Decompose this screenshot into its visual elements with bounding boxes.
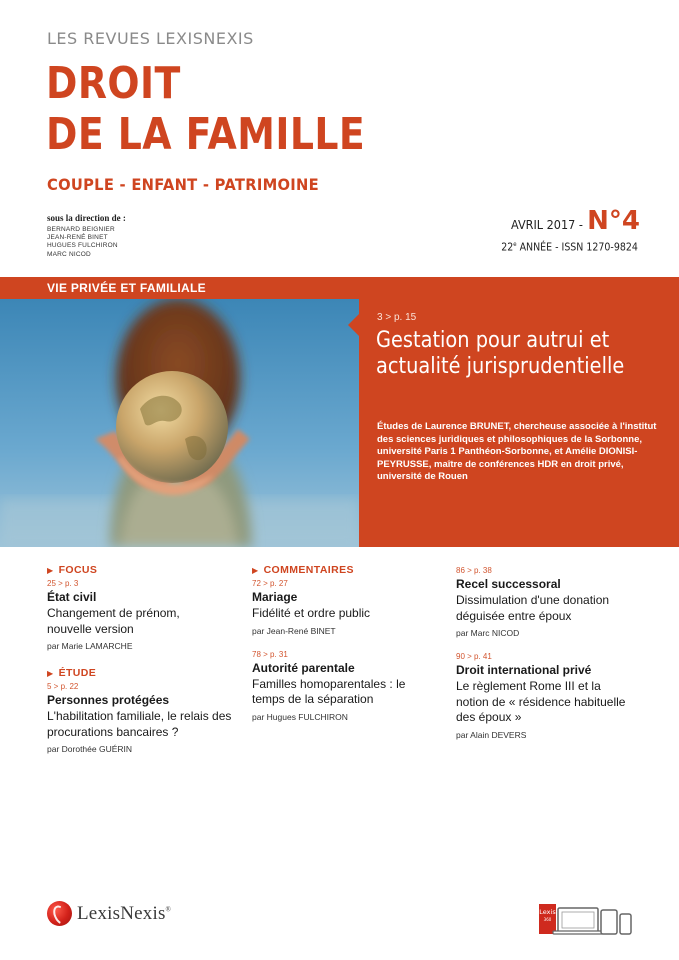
entry-description: Changement de prénom, nouvelle version xyxy=(47,606,180,636)
cover-photo xyxy=(0,299,359,547)
feature-panel[interactable] xyxy=(359,277,679,547)
entry-description: Le règlement Rome III et la notion de « résidence habituelle des époux » xyxy=(456,679,626,724)
entry-title: Autorité parentale xyxy=(252,660,355,675)
triangle-icon: ▶ xyxy=(252,566,259,575)
entry-title: État civil xyxy=(47,590,97,604)
issue-year-issn xyxy=(501,241,638,254)
entry-author: par Dorothée GUÉRIN xyxy=(47,744,133,754)
director-name: HUGUES FULCHIRON xyxy=(47,242,118,250)
issn-text: ANNÉE - ISSN 1270-9824 xyxy=(516,241,638,254)
toc-column-2 xyxy=(252,564,432,722)
director-name: BERNARD BEIGNIER xyxy=(47,226,115,233)
publisher-name xyxy=(77,903,171,925)
section-heading-label: FOCUS xyxy=(58,564,98,576)
journal-title-line1: DROIT xyxy=(46,58,181,109)
entry-reference: 72 > p. 27 xyxy=(252,579,288,588)
toc-column-1 xyxy=(47,564,237,754)
entry-title: Recel successoral xyxy=(456,577,561,591)
entry-reference: 25 > p. 3 xyxy=(47,579,79,588)
toc-entry[interactable] xyxy=(47,682,237,754)
entry-description: Familles homoparentales : le temps de la séparation xyxy=(252,676,406,706)
feature-description xyxy=(377,421,667,484)
entry-reference: 90 > p. 41 xyxy=(456,652,492,661)
entry-author: par Marie LAMARCHE xyxy=(47,641,133,651)
director-name: MARC NICOD xyxy=(47,250,91,258)
entry-author: par Marc NICOD xyxy=(456,628,520,638)
section-heading-focus xyxy=(47,564,237,576)
lexisnexis-logo xyxy=(47,901,171,926)
entry-title: Mariage xyxy=(252,590,298,604)
toc-entry[interactable] xyxy=(252,579,432,636)
entry-author: par Hugues FULCHIRON xyxy=(252,711,348,722)
entry-reference: 78 > p. 31 xyxy=(252,649,288,659)
entry-reference: 86 > p. 38 xyxy=(456,566,492,575)
globe-in-hands-image xyxy=(0,299,359,547)
toc-entry[interactable] xyxy=(456,566,641,638)
entry-description: Fidélité et ordre public xyxy=(252,606,371,620)
section-heading-etude xyxy=(47,667,237,679)
badge-line1: Lexis xyxy=(539,908,556,916)
toc-entry[interactable] xyxy=(252,650,432,722)
year-suffix: e xyxy=(513,241,517,248)
series-name: LES REVUES LEXISNEXIS xyxy=(47,29,254,48)
multi-device-icon xyxy=(539,900,635,936)
entry-title: Personnes protégées xyxy=(47,693,170,707)
toc-entry[interactable] xyxy=(47,579,237,651)
toc-entry[interactable] xyxy=(456,652,641,740)
author-name: DIONISI-PEYRUSSE xyxy=(377,446,638,470)
entry-reference: 5 > p. 22 xyxy=(47,682,79,691)
lexisnexis-mark-icon xyxy=(47,901,72,926)
journal-title-line2: DE LA FAMILLE xyxy=(46,109,366,160)
entry-author: par Jean-René BINET xyxy=(252,625,336,636)
triangle-icon: ▶ xyxy=(47,669,54,678)
feature-title: Gestation pour autrui et actualité jurisprudentielle xyxy=(376,328,625,379)
registered-mark: ® xyxy=(165,905,172,914)
section-heading-commentaires xyxy=(252,564,432,576)
desc-text: Études de Laurence xyxy=(377,421,470,432)
section-band: VIE PRIVÉE ET FAMILIALE xyxy=(0,277,359,299)
author-name: BRUNET xyxy=(469,421,509,432)
section-heading-label: COMMENTAIRES xyxy=(263,564,354,576)
desc-text: , chercheuse associée à l'institut des sciences juridiques et philosophiques de la Sorbonne, université Paris 1 Panthéon-Sorbonne, et Amélie xyxy=(377,421,657,458)
director-name: JEAN-RENÉ BINET xyxy=(47,234,108,242)
entry-title: Droit international privé xyxy=(456,663,592,677)
direction-label: sous la direction de : xyxy=(47,213,126,223)
publisher-wordmark: LexisNexis xyxy=(77,902,166,924)
badge-line2: 360 xyxy=(543,917,552,922)
journal-subtitle: COUPLE - ENFANT - PATRIMOINE xyxy=(47,175,319,194)
triangle-icon: ▶ xyxy=(47,566,54,575)
issue-info xyxy=(503,208,640,234)
entry-description: L'habilitation familiale, le relais des procurations bancaires ? xyxy=(47,709,232,739)
entry-author: par Alain DEVERS xyxy=(456,729,527,740)
feature-reference: 3 > p. 15 xyxy=(377,312,417,323)
entry-description: Dissimulation d'une donation déguisée entre époux xyxy=(456,593,610,623)
issue-number: N°4 xyxy=(587,206,640,236)
toc-column-3 xyxy=(456,564,641,740)
feature-pointer xyxy=(348,314,359,336)
year-number: 22 xyxy=(501,241,514,254)
section-heading-label: ÉTUDE xyxy=(58,667,97,679)
issue-date: AVRIL 2017 - xyxy=(511,217,584,232)
directors-list xyxy=(47,226,118,259)
desc-text: , maître de conférences HDR en droit privé, université de Rouen xyxy=(377,458,624,483)
